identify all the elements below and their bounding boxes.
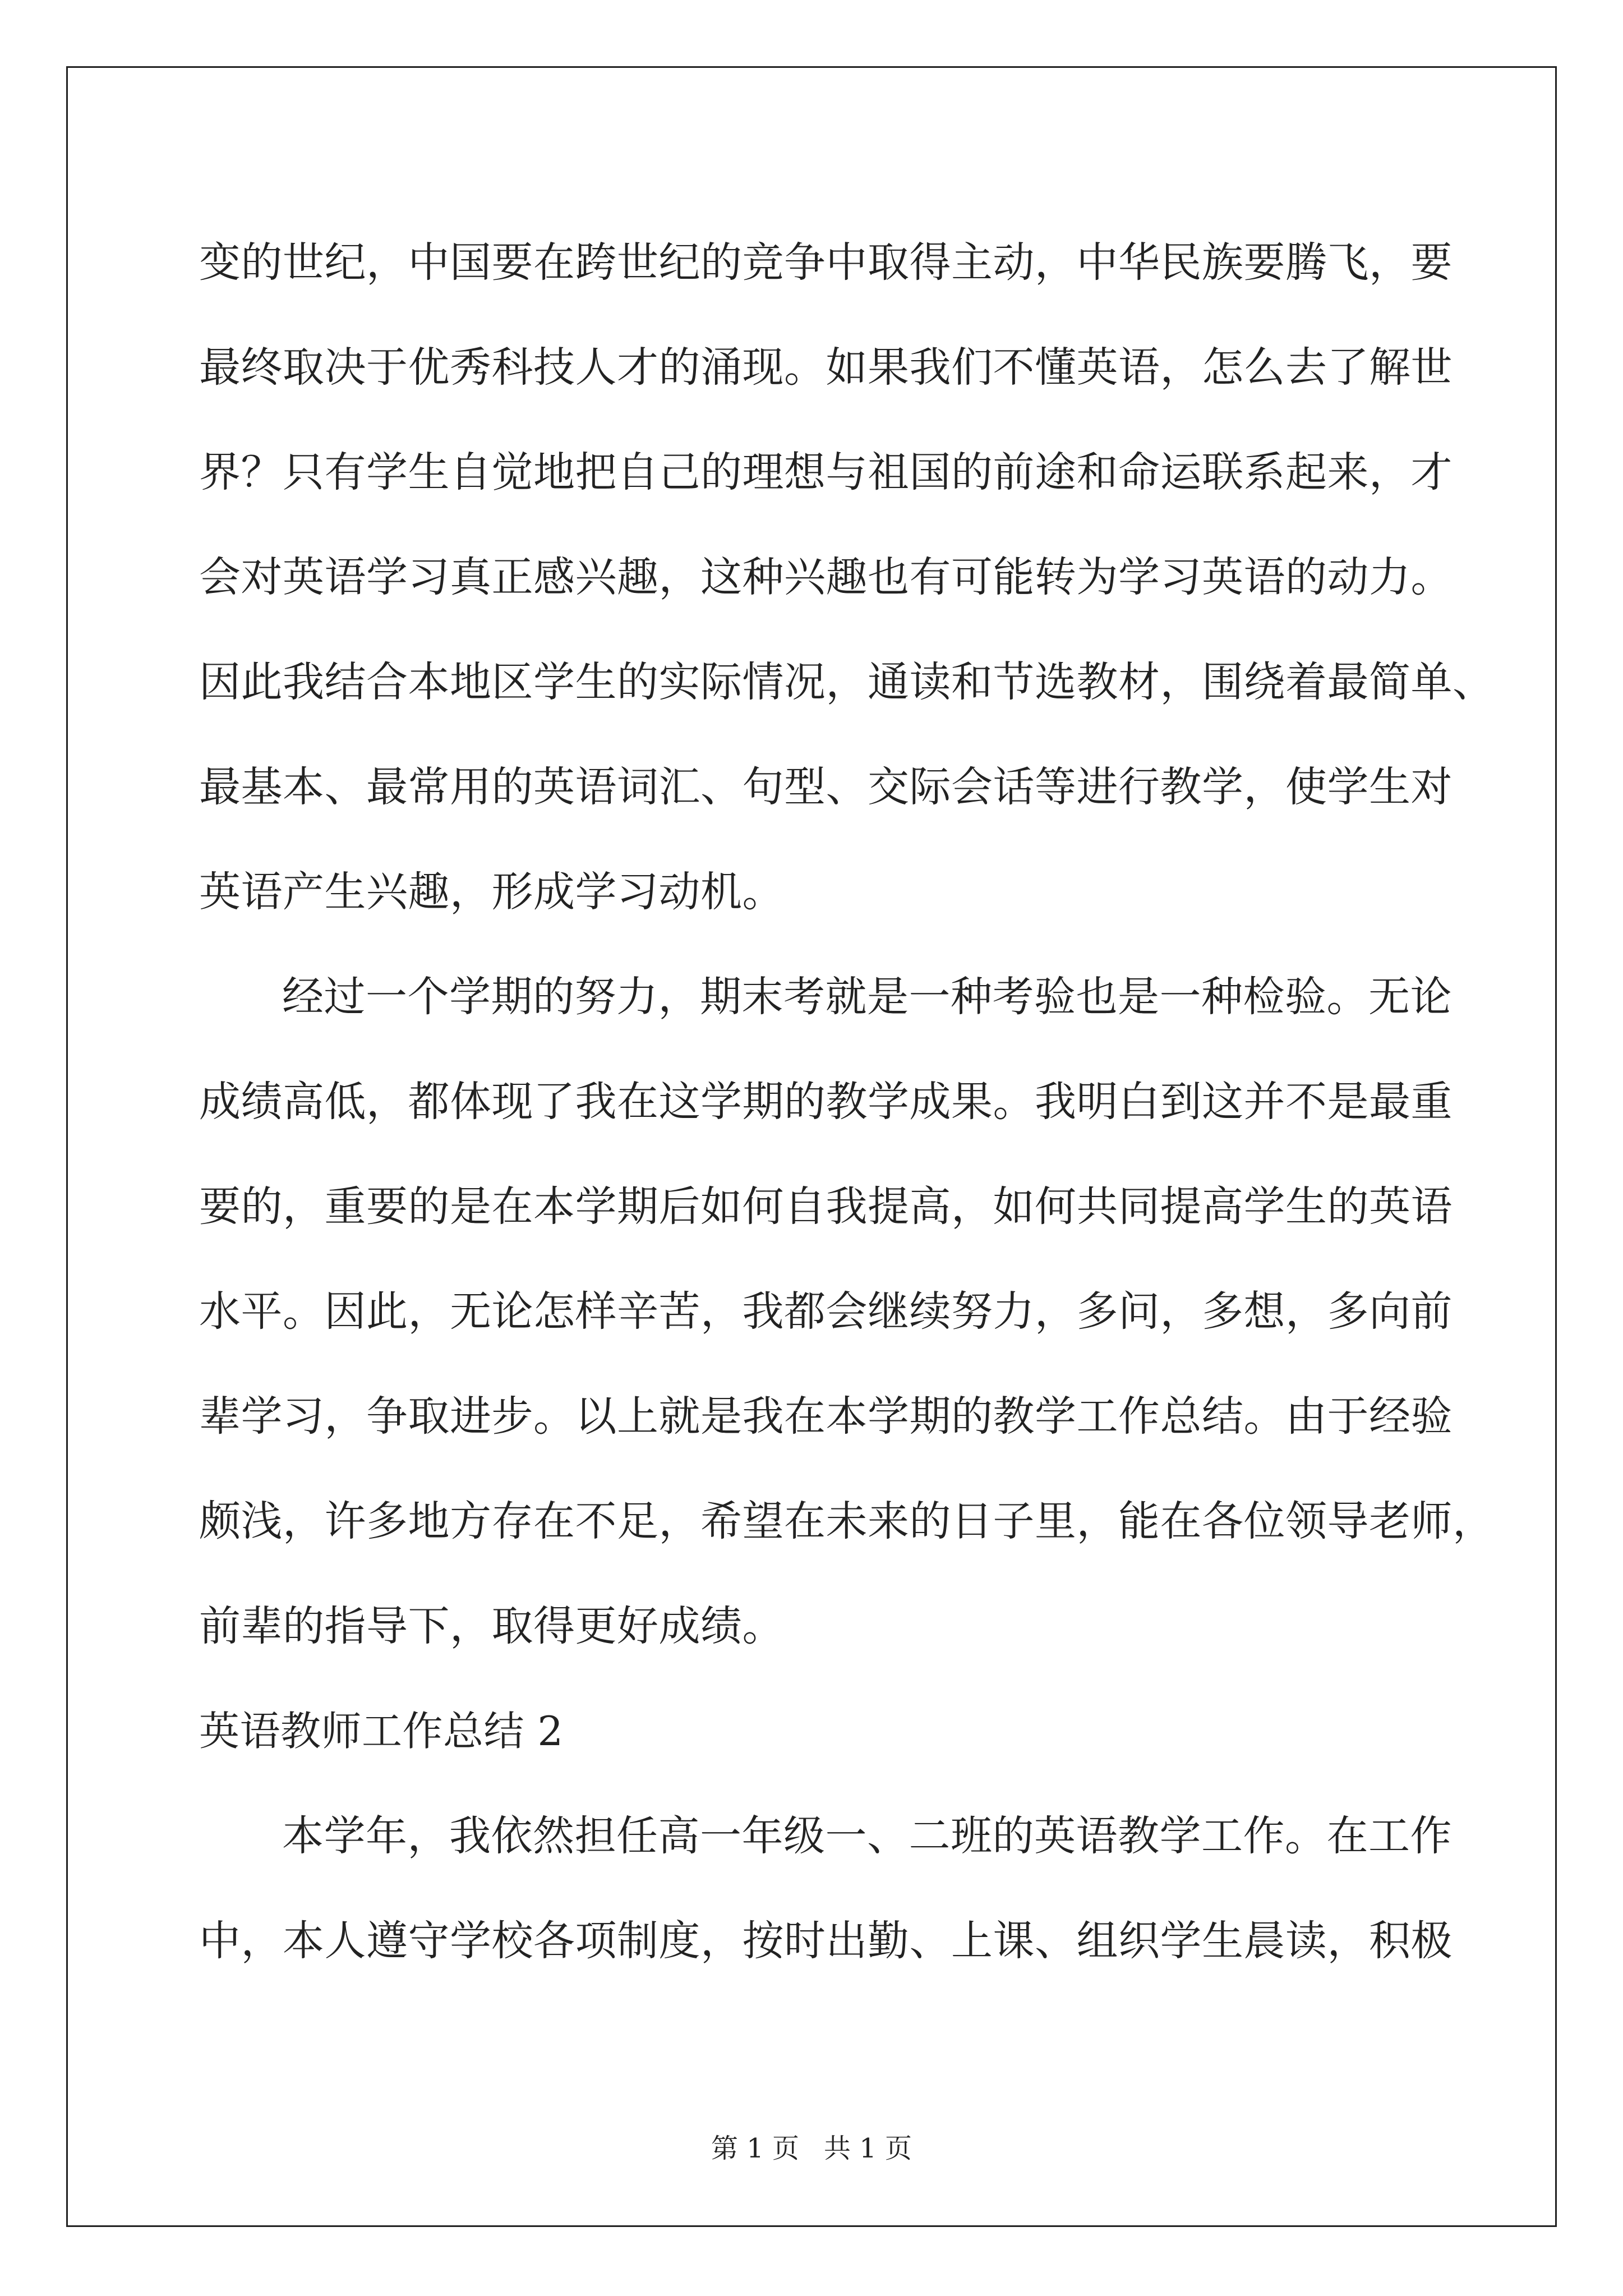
text-line: 水平。因此，无论怎样辛苦，我都会继续努力，多问，多想，多向前 xyxy=(199,1287,1453,1336)
paragraph-first-line: 本学年，我依然担任高一年级一、二班的英语教学工作。在工作 xyxy=(282,1812,1452,1860)
text-line: 英语产生兴趣，形成学习动机。 xyxy=(199,868,784,916)
text-line: 中，本人遵守学校各项制度，按时出勤、上课、组织学生晨读，积极 xyxy=(199,1917,1453,1965)
page-total: 共 1 页 xyxy=(824,2133,912,2164)
page-footer xyxy=(0,2132,1623,2165)
text-line: 要的，重要的是在本学期后如何自我提高，如何共同提高学生的英语 xyxy=(199,1182,1453,1231)
text-line: 前辈的指导下，取得更好成绩。 xyxy=(199,1602,784,1650)
paragraph-first-line: 经过一个学期的努力，期末考就是一种考验也是一种检验。无论 xyxy=(282,973,1452,1021)
text-line: 成绩高低，都体现了我在这学期的教学成果。我明白到这并不是最重 xyxy=(199,1078,1453,1126)
document-body xyxy=(199,210,1495,1994)
text-line: 界？只有学生自觉地把自己的理想与祖国的前途和命运联系起来，才 xyxy=(199,448,1453,496)
text-line: 因此我结合本地区学生的实际情况，通读和节选教材，围绕着最简单、 xyxy=(199,658,1495,706)
text-line: 变的世纪，中国要在跨世纪的竞争中取得主动，中华民族要腾飞，要 xyxy=(199,238,1453,287)
page-number: 第 1 页 xyxy=(711,2133,799,2164)
text-line: 会对英语学习真正感兴趣，这种兴趣也有可能转为学习英语的动力。 xyxy=(199,553,1453,601)
text-line: 最基本、最常用的英语词汇、句型、交际会话等进行教学，使学生对 xyxy=(199,763,1453,811)
text-line: 最终取决于优秀科技人才的涌现。如果我们不懂英语，怎么去了解世 xyxy=(199,343,1453,392)
text-line: 辈学习，争取进步。以上就是我在本学期的教学工作总结。由于经验 xyxy=(199,1392,1453,1441)
text-line: 颇浅，许多地方存在不足，希望在未来的日子里，能在各位领导老师， xyxy=(199,1497,1495,1545)
section-heading: 英语教师工作总结 2 xyxy=(199,1708,564,1755)
